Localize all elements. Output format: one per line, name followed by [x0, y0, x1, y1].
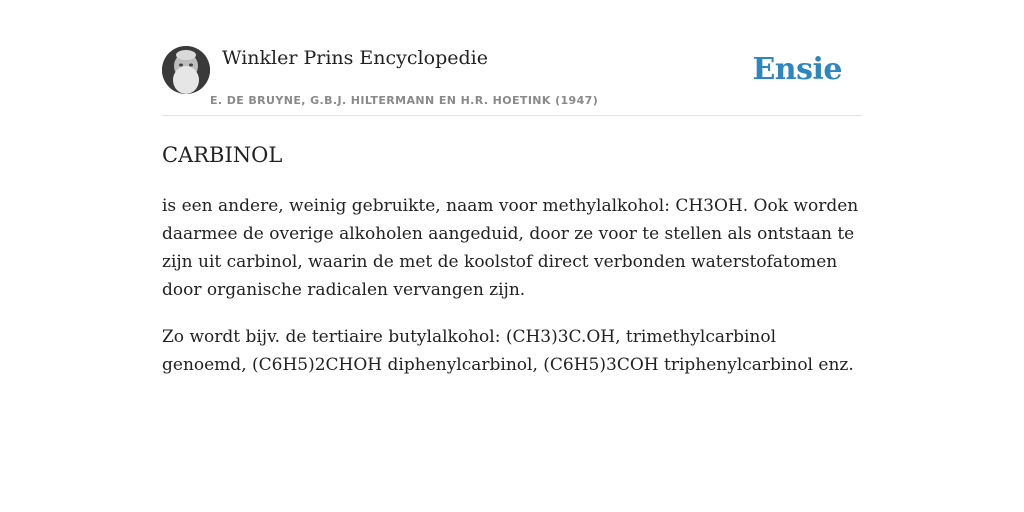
encyclopedia-title[interactable]: Winkler Prins Encyclopedie: [222, 47, 488, 69]
page: [162, 0, 862, 379]
author-byline: E. DE BRUYNE, G.B.J. HILTERMANN EN H.R. HOETINK (1947): [210, 94, 599, 107]
author-avatar: [162, 46, 210, 94]
ensie-logo-link[interactable]: Ensie: [752, 52, 842, 87]
entry-paragraph: is een andere, weinig gebruikte, naam voor methylalkohol: CH3OH. Ook worden daarmee de overige alkoholen aangeduid, door ze voor te stellen als ontstaan te zijn uit carbinol, waarin de met de koolstof direct verbonden waterstofatomen door organische radicalen vervangen zijn.: [162, 196, 859, 300]
entry-title: CARBINOL: [162, 143, 283, 167]
portrait-icon: [162, 46, 210, 94]
entry-paragraph: Zo wordt bijv. de tertiaire butylalkohol: (CH3)3C.OH, trimethylcarbinol genoemd, (C6H5)2CHOH diphenylcarbinol, (C6H5)3COH triphenylcarbinol enz.: [162, 327, 854, 375]
header: [162, 46, 862, 116]
